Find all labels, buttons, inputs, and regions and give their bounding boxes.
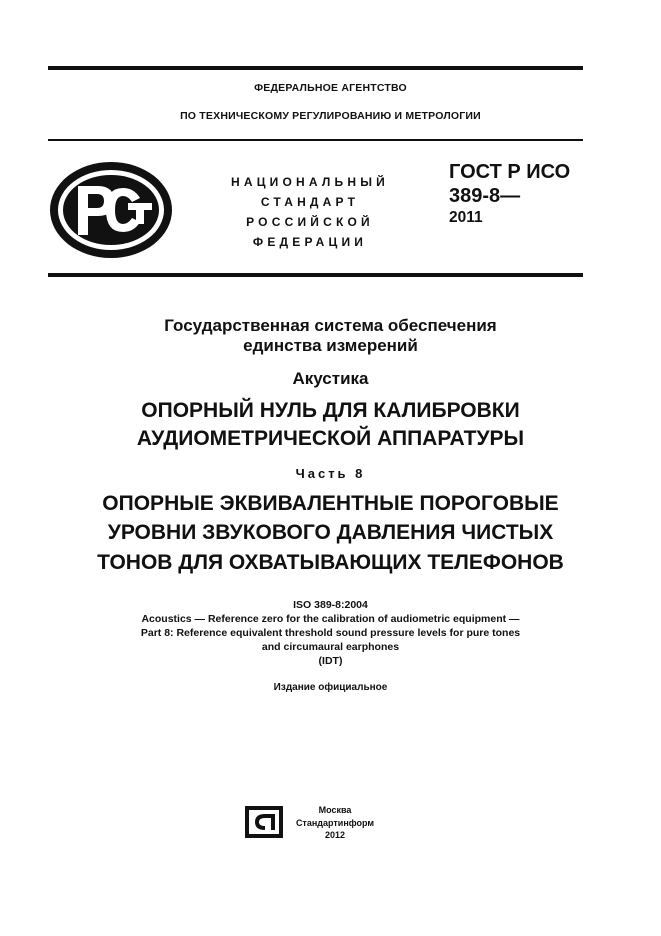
standard-type-line-4: ФЕДЕРАЦИИ bbox=[252, 235, 368, 249]
top-rule bbox=[48, 66, 583, 70]
header-rule bbox=[48, 139, 583, 141]
part-title-line-1: ОПОРНЫЕ ЭКВИВАЛЕНТНЫЕ ПОРОГОВЫЕ bbox=[102, 492, 559, 515]
main-title-line-1: ОПОРНЫЙ НУЛЬ ДЛЯ КАЛИБРОВКИ bbox=[141, 399, 520, 422]
series-title-line-2: единства измерений bbox=[243, 336, 418, 355]
section-title: Акустика bbox=[292, 369, 369, 388]
agency-line-2: ПО ТЕХНИЧЕСКОМУ РЕГУЛИРОВАНИЮ И МЕТРОЛОГИИ bbox=[180, 110, 481, 122]
edition-label: Издание официальное bbox=[273, 682, 388, 693]
iso-idt: (IDT) bbox=[318, 655, 343, 667]
publisher-city: Москва bbox=[318, 805, 352, 815]
main-title-line-2: АУДИОМЕТРИЧЕСКОЙ АППАРАТУРЫ bbox=[136, 427, 525, 450]
standard-type-line-2: СТАНДАРТ bbox=[260, 195, 360, 209]
designation-rule bbox=[48, 273, 583, 277]
designation-year: 2011 bbox=[449, 209, 483, 226]
standard-type-line-3: РОССИЙСКОЙ bbox=[246, 215, 374, 229]
gost-r-logo-icon bbox=[48, 160, 174, 260]
agency-line-1: ФЕДЕРАЛЬНОЕ АГЕНТСТВО bbox=[254, 82, 407, 94]
designation-line-2: 389-8— bbox=[449, 185, 521, 207]
publisher-name: Стандартинформ bbox=[295, 818, 375, 828]
publisher-year: 2012 bbox=[324, 830, 346, 840]
iso-title-line-2: Part 8: Reference equivalent threshold sound pressure levels for pure tones bbox=[140, 627, 521, 639]
iso-code: ISO 389-8:2004 bbox=[293, 599, 368, 611]
iso-title-line-3: and circumaural earphones bbox=[261, 641, 400, 653]
part-title-line-3: ТОНОВ ДЛЯ ОХВАТЫВАЮЩИХ ТЕЛЕФОНОВ bbox=[97, 551, 564, 574]
part-title-line-2: УРОВНИ ЗВУКОВОГО ДАВЛЕНИЯ ЧИСТЫХ bbox=[107, 521, 554, 544]
series-title-line-1: Государственная система обеспечения bbox=[164, 316, 497, 335]
part-label: Часть 8 bbox=[295, 466, 366, 481]
designation-line-1: ГОСТ Р ИСО bbox=[449, 161, 571, 183]
standartinform-logo-icon bbox=[245, 806, 283, 838]
standard-type-line-1: НАЦИОНАЛЬНЫЙ bbox=[230, 175, 390, 189]
iso-title-line-1: Acoustics — Reference zero for the calibration of audiometric equipment — bbox=[141, 613, 520, 625]
